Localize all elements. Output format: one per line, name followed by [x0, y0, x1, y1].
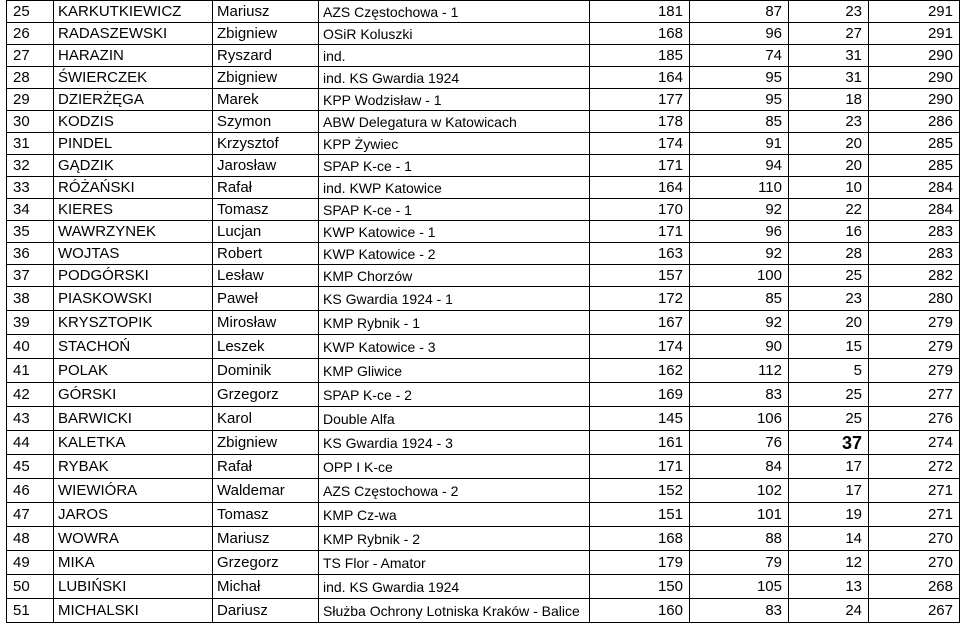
- table-row: [7, 359, 960, 383]
- score-b-cell: 94: [690, 155, 789, 177]
- score-b-cell: 83: [690, 383, 789, 407]
- rank-cell: 51: [7, 599, 54, 623]
- rank-cell: 31: [7, 133, 54, 155]
- club-cell: Służba Ochrony Lotniska Kraków - Balice: [319, 599, 590, 623]
- total-score-cell: 268: [869, 575, 960, 599]
- table-row: [7, 599, 960, 623]
- surname-cell: KIERES: [54, 199, 213, 221]
- total-score-cell: 279: [869, 335, 960, 359]
- first-name-cell: Zbigniew: [213, 23, 319, 45]
- score-b-cell: 84: [690, 455, 789, 479]
- score-a-cell: 150: [590, 575, 690, 599]
- club-cell: ind. KS Gwardia 1924: [319, 575, 590, 599]
- surname-cell: JAROS: [54, 503, 213, 527]
- score-c-cell: 25: [789, 407, 869, 431]
- table-row: [7, 111, 960, 133]
- score-c-cell: 17: [789, 479, 869, 503]
- first-name-cell: Lesław: [213, 265, 319, 287]
- surname-cell: MICHALSKI: [54, 599, 213, 623]
- club-cell: ind. KS Gwardia 1924: [319, 67, 590, 89]
- score-c-cell: 23: [789, 1, 869, 23]
- score-b-cell: 110: [690, 177, 789, 199]
- club-cell: KPP Żywiec: [319, 133, 590, 155]
- score-b-cell: 96: [690, 23, 789, 45]
- club-cell: OPP I K-ce: [319, 455, 590, 479]
- club-cell: KMP Gliwice: [319, 359, 590, 383]
- total-score-cell: 270: [869, 527, 960, 551]
- rank-cell: 32: [7, 155, 54, 177]
- surname-cell: STACHOŃ: [54, 335, 213, 359]
- score-a-cell: 163: [590, 243, 690, 265]
- rank-cell: 28: [7, 67, 54, 89]
- club-cell: OSiR Koluszki: [319, 23, 590, 45]
- rank-cell: 30: [7, 111, 54, 133]
- total-score-cell: 272: [869, 455, 960, 479]
- score-a-cell: 172: [590, 287, 690, 311]
- total-score-cell: 277: [869, 383, 960, 407]
- first-name-cell: Leszek: [213, 335, 319, 359]
- club-cell: KMP Rybnik - 2: [319, 527, 590, 551]
- table-row: [7, 45, 960, 67]
- total-score-cell: 276: [869, 407, 960, 431]
- score-c-cell: 20: [789, 133, 869, 155]
- first-name-cell: Michał: [213, 575, 319, 599]
- club-cell: SPAP K-ce - 1: [319, 155, 590, 177]
- table-row: [7, 199, 960, 221]
- table-row: [7, 23, 960, 45]
- table-row: [7, 243, 960, 265]
- first-name-cell: Waldemar: [213, 479, 319, 503]
- rank-cell: 39: [7, 311, 54, 335]
- score-c-cell: 28: [789, 243, 869, 265]
- score-c-cell: 27: [789, 23, 869, 45]
- table-row: [7, 311, 960, 335]
- surname-cell: GĄDZIK: [54, 155, 213, 177]
- score-b-cell: 76: [690, 431, 789, 455]
- score-c-cell: 23: [789, 111, 869, 133]
- surname-cell: KALETKA: [54, 431, 213, 455]
- score-c-cell: 12: [789, 551, 869, 575]
- first-name-cell: Jarosław: [213, 155, 319, 177]
- table-row: [7, 455, 960, 479]
- surname-cell: RYBAK: [54, 455, 213, 479]
- total-score-cell: 290: [869, 89, 960, 111]
- score-c-cell: 31: [789, 45, 869, 67]
- rank-cell: 42: [7, 383, 54, 407]
- surname-cell: ŚWIERCZEK: [54, 67, 213, 89]
- first-name-cell: Karol: [213, 407, 319, 431]
- score-c-cell: 25: [789, 265, 869, 287]
- score-b-cell: 96: [690, 221, 789, 243]
- results-table: [6, 0, 960, 623]
- club-cell: ind. KWP Katowice: [319, 177, 590, 199]
- first-name-cell: Robert: [213, 243, 319, 265]
- score-c-cell: 23: [789, 287, 869, 311]
- score-a-cell: 171: [590, 155, 690, 177]
- club-cell: KMP Chorzów: [319, 265, 590, 287]
- total-score-cell: 285: [869, 133, 960, 155]
- first-name-cell: Zbigniew: [213, 431, 319, 455]
- surname-cell: BARWICKI: [54, 407, 213, 431]
- club-cell: KS Gwardia 1924 - 3: [319, 431, 590, 455]
- club-cell: KS Gwardia 1924 - 1: [319, 287, 590, 311]
- score-c-cell: 16: [789, 221, 869, 243]
- total-score-cell: 290: [869, 67, 960, 89]
- score-c-cell: 24: [789, 599, 869, 623]
- results-table-body: [7, 1, 960, 623]
- score-a-cell: 174: [590, 133, 690, 155]
- table-row: [7, 265, 960, 287]
- club-cell: KWP Katowice - 1: [319, 221, 590, 243]
- surname-cell: HARAZIN: [54, 45, 213, 67]
- score-b-cell: 100: [690, 265, 789, 287]
- table-row: [7, 177, 960, 199]
- surname-cell: WOWRA: [54, 527, 213, 551]
- score-a-cell: 161: [590, 431, 690, 455]
- score-a-cell: 168: [590, 527, 690, 551]
- rank-cell: 45: [7, 455, 54, 479]
- first-name-cell: Grzegorz: [213, 551, 319, 575]
- rank-cell: 50: [7, 575, 54, 599]
- club-cell: SPAP K-ce - 2: [319, 383, 590, 407]
- score-a-cell: 178: [590, 111, 690, 133]
- rank-cell: 37: [7, 265, 54, 287]
- score-c-cell: 19: [789, 503, 869, 527]
- score-b-cell: 95: [690, 67, 789, 89]
- rank-cell: 33: [7, 177, 54, 199]
- score-a-cell: 157: [590, 265, 690, 287]
- total-score-cell: 283: [869, 243, 960, 265]
- rank-cell: 46: [7, 479, 54, 503]
- surname-cell: PINDEL: [54, 133, 213, 155]
- first-name-cell: Mariusz: [213, 1, 319, 23]
- total-score-cell: 280: [869, 287, 960, 311]
- score-c-cell: 5: [789, 359, 869, 383]
- score-c-cell: 22: [789, 199, 869, 221]
- total-score-cell: 283: [869, 221, 960, 243]
- table-row: [7, 89, 960, 111]
- surname-cell: MIKA: [54, 551, 213, 575]
- total-score-cell: 291: [869, 23, 960, 45]
- club-cell: ABW Delegatura w Katowicach: [319, 111, 590, 133]
- table-row: [7, 155, 960, 177]
- score-c-cell: 37: [789, 431, 869, 455]
- score-a-cell: 177: [590, 89, 690, 111]
- score-b-cell: 88: [690, 527, 789, 551]
- first-name-cell: Paweł: [213, 287, 319, 311]
- surname-cell: RADASZEWSKI: [54, 23, 213, 45]
- first-name-cell: Grzegorz: [213, 383, 319, 407]
- total-score-cell: 271: [869, 503, 960, 527]
- score-c-cell: 14: [789, 527, 869, 551]
- club-cell: AZS Częstochowa - 1: [319, 1, 590, 23]
- score-c-cell: 13: [789, 575, 869, 599]
- score-c-cell: 20: [789, 155, 869, 177]
- first-name-cell: Rafał: [213, 177, 319, 199]
- rank-cell: 49: [7, 551, 54, 575]
- score-c-cell: 17: [789, 455, 869, 479]
- first-name-cell: Dariusz: [213, 599, 319, 623]
- table-row: [7, 575, 960, 599]
- score-a-cell: 167: [590, 311, 690, 335]
- total-score-cell: 279: [869, 359, 960, 383]
- total-score-cell: 284: [869, 199, 960, 221]
- first-name-cell: Lucjan: [213, 221, 319, 243]
- table-row: [7, 431, 960, 455]
- table-row: [7, 335, 960, 359]
- total-score-cell: 286: [869, 111, 960, 133]
- table-row: [7, 407, 960, 431]
- score-a-cell: 169: [590, 383, 690, 407]
- score-b-cell: 74: [690, 45, 789, 67]
- club-cell: KWP Katowice - 2: [319, 243, 590, 265]
- total-score-cell: 284: [869, 177, 960, 199]
- surname-cell: RÓŻAŃSKI: [54, 177, 213, 199]
- total-score-cell: 279: [869, 311, 960, 335]
- table-row: [7, 67, 960, 89]
- total-score-cell: 271: [869, 479, 960, 503]
- score-a-cell: 181: [590, 1, 690, 23]
- score-b-cell: 101: [690, 503, 789, 527]
- first-name-cell: Rafał: [213, 455, 319, 479]
- table-row: [7, 479, 960, 503]
- surname-cell: WOJTAS: [54, 243, 213, 265]
- table-row: [7, 221, 960, 243]
- club-cell: KMP Cz-wa: [319, 503, 590, 527]
- score-c-cell: 18: [789, 89, 869, 111]
- surname-cell: GÓRSKI: [54, 383, 213, 407]
- score-b-cell: 85: [690, 287, 789, 311]
- rank-cell: 27: [7, 45, 54, 67]
- score-b-cell: 90: [690, 335, 789, 359]
- score-b-cell: 92: [690, 311, 789, 335]
- score-a-cell: 151: [590, 503, 690, 527]
- rank-cell: 48: [7, 527, 54, 551]
- total-score-cell: 274: [869, 431, 960, 455]
- total-score-cell: 267: [869, 599, 960, 623]
- club-cell: KMP Rybnik - 1: [319, 311, 590, 335]
- first-name-cell: Marek: [213, 89, 319, 111]
- total-score-cell: 270: [869, 551, 960, 575]
- total-score-cell: 290: [869, 45, 960, 67]
- score-a-cell: 179: [590, 551, 690, 575]
- rank-cell: 34: [7, 199, 54, 221]
- first-name-cell: Tomasz: [213, 503, 319, 527]
- surname-cell: KARKUTKIEWICZ: [54, 1, 213, 23]
- club-cell: KWP Katowice - 3: [319, 335, 590, 359]
- surname-cell: PIASKOWSKI: [54, 287, 213, 311]
- rank-cell: 43: [7, 407, 54, 431]
- first-name-cell: Dominik: [213, 359, 319, 383]
- score-c-cell: 10: [789, 177, 869, 199]
- score-b-cell: 112: [690, 359, 789, 383]
- total-score-cell: 291: [869, 1, 960, 23]
- score-a-cell: 164: [590, 177, 690, 199]
- club-cell: ind.: [319, 45, 590, 67]
- score-b-cell: 83: [690, 599, 789, 623]
- score-b-cell: 95: [690, 89, 789, 111]
- score-a-cell: 160: [590, 599, 690, 623]
- surname-cell: POLAK: [54, 359, 213, 383]
- club-cell: Double Alfa: [319, 407, 590, 431]
- score-a-cell: 145: [590, 407, 690, 431]
- surname-cell: DZIERŻĘGA: [54, 89, 213, 111]
- surname-cell: KODZIS: [54, 111, 213, 133]
- club-cell: TS Flor - Amator: [319, 551, 590, 575]
- rank-cell: 47: [7, 503, 54, 527]
- score-a-cell: 152: [590, 479, 690, 503]
- table-row: [7, 551, 960, 575]
- table-row: [7, 383, 960, 407]
- rank-cell: 35: [7, 221, 54, 243]
- table-row: [7, 133, 960, 155]
- score-a-cell: 170: [590, 199, 690, 221]
- table-row: [7, 1, 960, 23]
- score-c-cell: 20: [789, 311, 869, 335]
- first-name-cell: Szymon: [213, 111, 319, 133]
- score-a-cell: 171: [590, 455, 690, 479]
- table-row: [7, 287, 960, 311]
- rank-cell: 38: [7, 287, 54, 311]
- rank-cell: 25: [7, 1, 54, 23]
- score-a-cell: 164: [590, 67, 690, 89]
- score-a-cell: 174: [590, 335, 690, 359]
- first-name-cell: Zbigniew: [213, 67, 319, 89]
- score-b-cell: 87: [690, 1, 789, 23]
- table-row: [7, 503, 960, 527]
- table-row: [7, 527, 960, 551]
- rank-cell: 26: [7, 23, 54, 45]
- surname-cell: WIEWIÓRA: [54, 479, 213, 503]
- score-b-cell: 92: [690, 199, 789, 221]
- club-cell: KPP Wodzisław - 1: [319, 89, 590, 111]
- score-b-cell: 102: [690, 479, 789, 503]
- total-score-cell: 285: [869, 155, 960, 177]
- score-c-cell: 25: [789, 383, 869, 407]
- score-b-cell: 85: [690, 111, 789, 133]
- rank-cell: 29: [7, 89, 54, 111]
- score-c-cell: 15: [789, 335, 869, 359]
- total-score-cell: 282: [869, 265, 960, 287]
- score-b-cell: 79: [690, 551, 789, 575]
- score-a-cell: 168: [590, 23, 690, 45]
- first-name-cell: Mirosław: [213, 311, 319, 335]
- surname-cell: PODGÓRSKI: [54, 265, 213, 287]
- first-name-cell: Krzysztof: [213, 133, 319, 155]
- rank-cell: 41: [7, 359, 54, 383]
- rank-cell: 40: [7, 335, 54, 359]
- score-b-cell: 92: [690, 243, 789, 265]
- score-a-cell: 185: [590, 45, 690, 67]
- surname-cell: LUBIŃSKI: [54, 575, 213, 599]
- club-cell: SPAP K-ce - 1: [319, 199, 590, 221]
- score-a-cell: 171: [590, 221, 690, 243]
- first-name-cell: Tomasz: [213, 199, 319, 221]
- score-b-cell: 106: [690, 407, 789, 431]
- first-name-cell: Ryszard: [213, 45, 319, 67]
- club-cell: AZS Częstochowa - 2: [319, 479, 590, 503]
- first-name-cell: Mariusz: [213, 527, 319, 551]
- surname-cell: KRYSZTOPIK: [54, 311, 213, 335]
- score-b-cell: 91: [690, 133, 789, 155]
- score-c-cell: 31: [789, 67, 869, 89]
- surname-cell: WAWRZYNEK: [54, 221, 213, 243]
- score-a-cell: 162: [590, 359, 690, 383]
- score-b-cell: 105: [690, 575, 789, 599]
- rank-cell: 44: [7, 431, 54, 455]
- rank-cell: 36: [7, 243, 54, 265]
